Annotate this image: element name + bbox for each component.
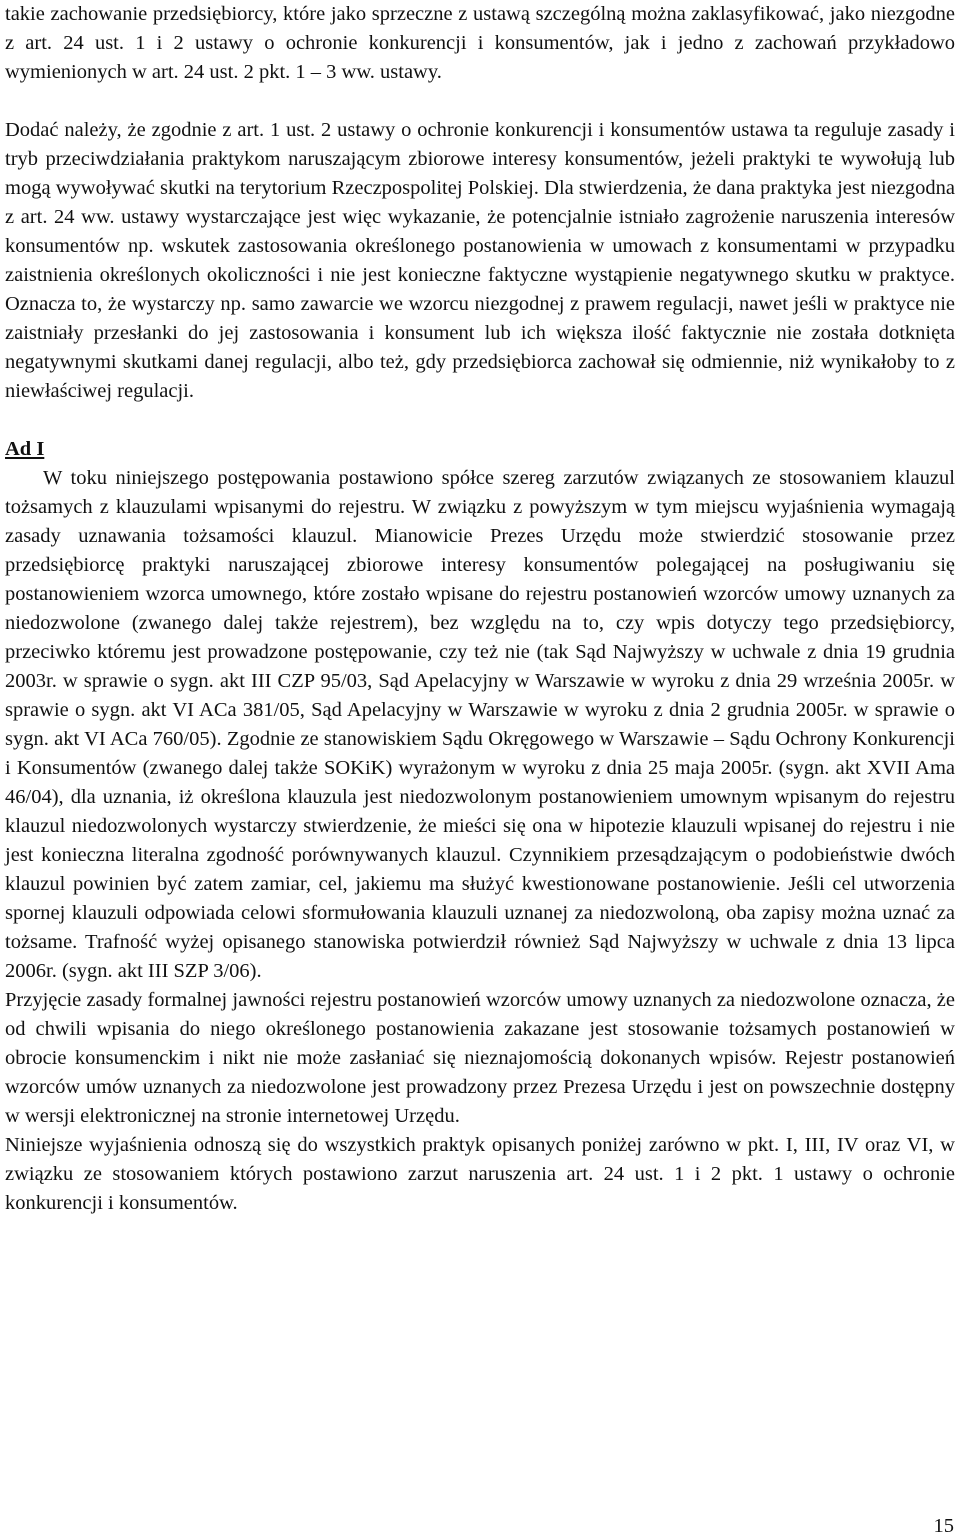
paragraph-rejestr-jawnosc: Przyjęcie zasady formalnej jawności rejestru postanowień wzorców umowy uznanych za niedozwolone oznacza, że od chwili wpisania do niego określonego postanowienia zakazane jest stosowanie tożsamych postanowień w obrocie konsumenckim i nikt nie może zasłaniać się nieznajomością dokonanych wpisów. Rejestr postanowień wzorców umów uznanych za niedozwolone jest prowadzony przez Prezesa Urzędu i jest on powszechnie dostępny w wersji elektronicznej na stronie internetowej Urzędu. <box>5 989 955 1127</box>
paragraph-art-1-ust-2: Dodać należy, że zgodnie z art. 1 ust. 2 ustawy o ochronie konkurencji i konsumentów ustawa ta reguluje zasady i tryb przeciwdziałania praktykom naruszającym zbiorowe interesy konsumentów, jeżeli praktyki te wywołują lub mogą wywoływać skutki na terytorium Rzeczpospolitej Polskiej. Dla stwierdzenia, że dana praktyka jest niezgodna z art. 24 ww. ustawy wystarczające jest więc wykazanie, że potencjalnie istniało zagrożenie naruszenia interesów konsumentów np. wskutek zastosowania określonego postanowienia w umowach z konsumentami w przypadku zaistnienia określonych okoliczności i nie jest konieczne faktyczne wystąpienie negatywnego skutku w praktyce. Oznacza to, że wystarczy np. samo zawarcie we wzorcu niezgodnej z prawem regulacji, nawet jeśli w praktyce nie zaistniały przesłanki do jej zastosowania i konsument lub ich większa ilość faktycznie nie została dotknięta negatywnymi skutkami danej regulacji, albo też, gdy przedsiębiorca zachował się odmiennie, niż wynikałoby to z niewłaściwej regulacji. <box>5 119 955 402</box>
section-heading-ad-i: Ad I <box>5 438 45 460</box>
paragraph-ad-i-intro: W toku niniejszego postępowania postawiono spółce szereg zarzutów związanych ze stosowaniem klauzul tożsamych z klauzulami wpisanymi do rejestru. W związku z powyższym w tym miejscu wyjaśnienia wymagają zasady uznawania tożsamości klauzul. Mianowicie Prezes Urzędu może stwierdzić stosowanie przez przedsiębiorcę praktyki naruszającej zbiorowe interesy konsumentów polegającej na posługiwaniu się postanowieniem wzorca umownego, które zostało wpisane do rejestru postanowień wzorców umowy uznanych za niedozwolone (zwanego dalej także rejestrem), bez względu na to, czy wpis dotyczy tego przedsiębiorcy, przeciwko któremu jest prowadzone postępowanie, czy też nie (tak Sąd Najwyższy w uchwale z dnia 19 grudnia 2003r. w sprawie o sygn. akt III CZP 95/03, Sąd Apelacyjny w Warszawie w wyroku z dnia 29 września 2005r. w sprawie o sygn. akt VI ACa 381/05, Sąd Apelacyjny w Warszawie w wyroku z dnia 2 grudnia 2005r. w sprawie o sygn. akt VI ACa 760/05). Zgodnie ze stanowiskiem Sądu Okręgowego w Warszawie – Sądu Ochrony Konkurencji i Konsumentów (zwanego dalej także SOKiK) wyrażonym w wyroku z dnia 25 maja 2005r. (sygn. akt XVII Ama 46/04), dla uznania, iż określona klauzula jest niedozwolonym postanowieniem umownym wpisanym do rejestru klauzul niedozwolonych wystarczy stwierdzenie, że mieści się ona w hipotezie klauzuli wpisanej do rejestru i nie jest konieczna literalna zgodność porównywanych klauzul. Czynnikiem przesądzającym o podobieństwie dwóch klauzul powinien być zatem zamiar, cel, jakiemu ma służyć kwestionowane postanowienie. Jeśli cel utworzenia spornej klauzuli odpowiada celowi sformułowania klauzuli uznanej za niedozwoloną, oba zapisy można uznać za tożsame. Trafność wyżej opisanego stanowiska potwierdził również Sąd Najwyższy w uchwale z dnia 13 lipca 2006r. (sygn. akt III SZP 3/06). <box>5 467 955 982</box>
paragraph-wyjasnienia-zakres: Niniejsze wyjaśnienia odnoszą się do wszystkich praktyk opisanych poniżej zarówno w pkt. I, III, IV oraz VI, w związku ze stosowaniem których postawiono zarzut naruszenia art. 24 ust. 1 i 2 pkt. 1 ustawy o ochronie konkurencji i konsumentów. <box>5 1134 955 1214</box>
page-number: 15 <box>933 1515 954 1537</box>
document-page <box>5 0 955 1218</box>
paragraph-continuation: takie zachowanie przedsiębiorcy, które jako sprzeczne z ustawą szczególną można zaklasyfikować, jako niezgodne z art. 24 ust. 1 i 2 ustawy o ochronie konkurencji i konsumentów, jak i jedno z zachowań przykładowo wymienionych w art. 24 ust. 2 pkt. 1 – 3 ww. ustawy. <box>5 3 955 83</box>
